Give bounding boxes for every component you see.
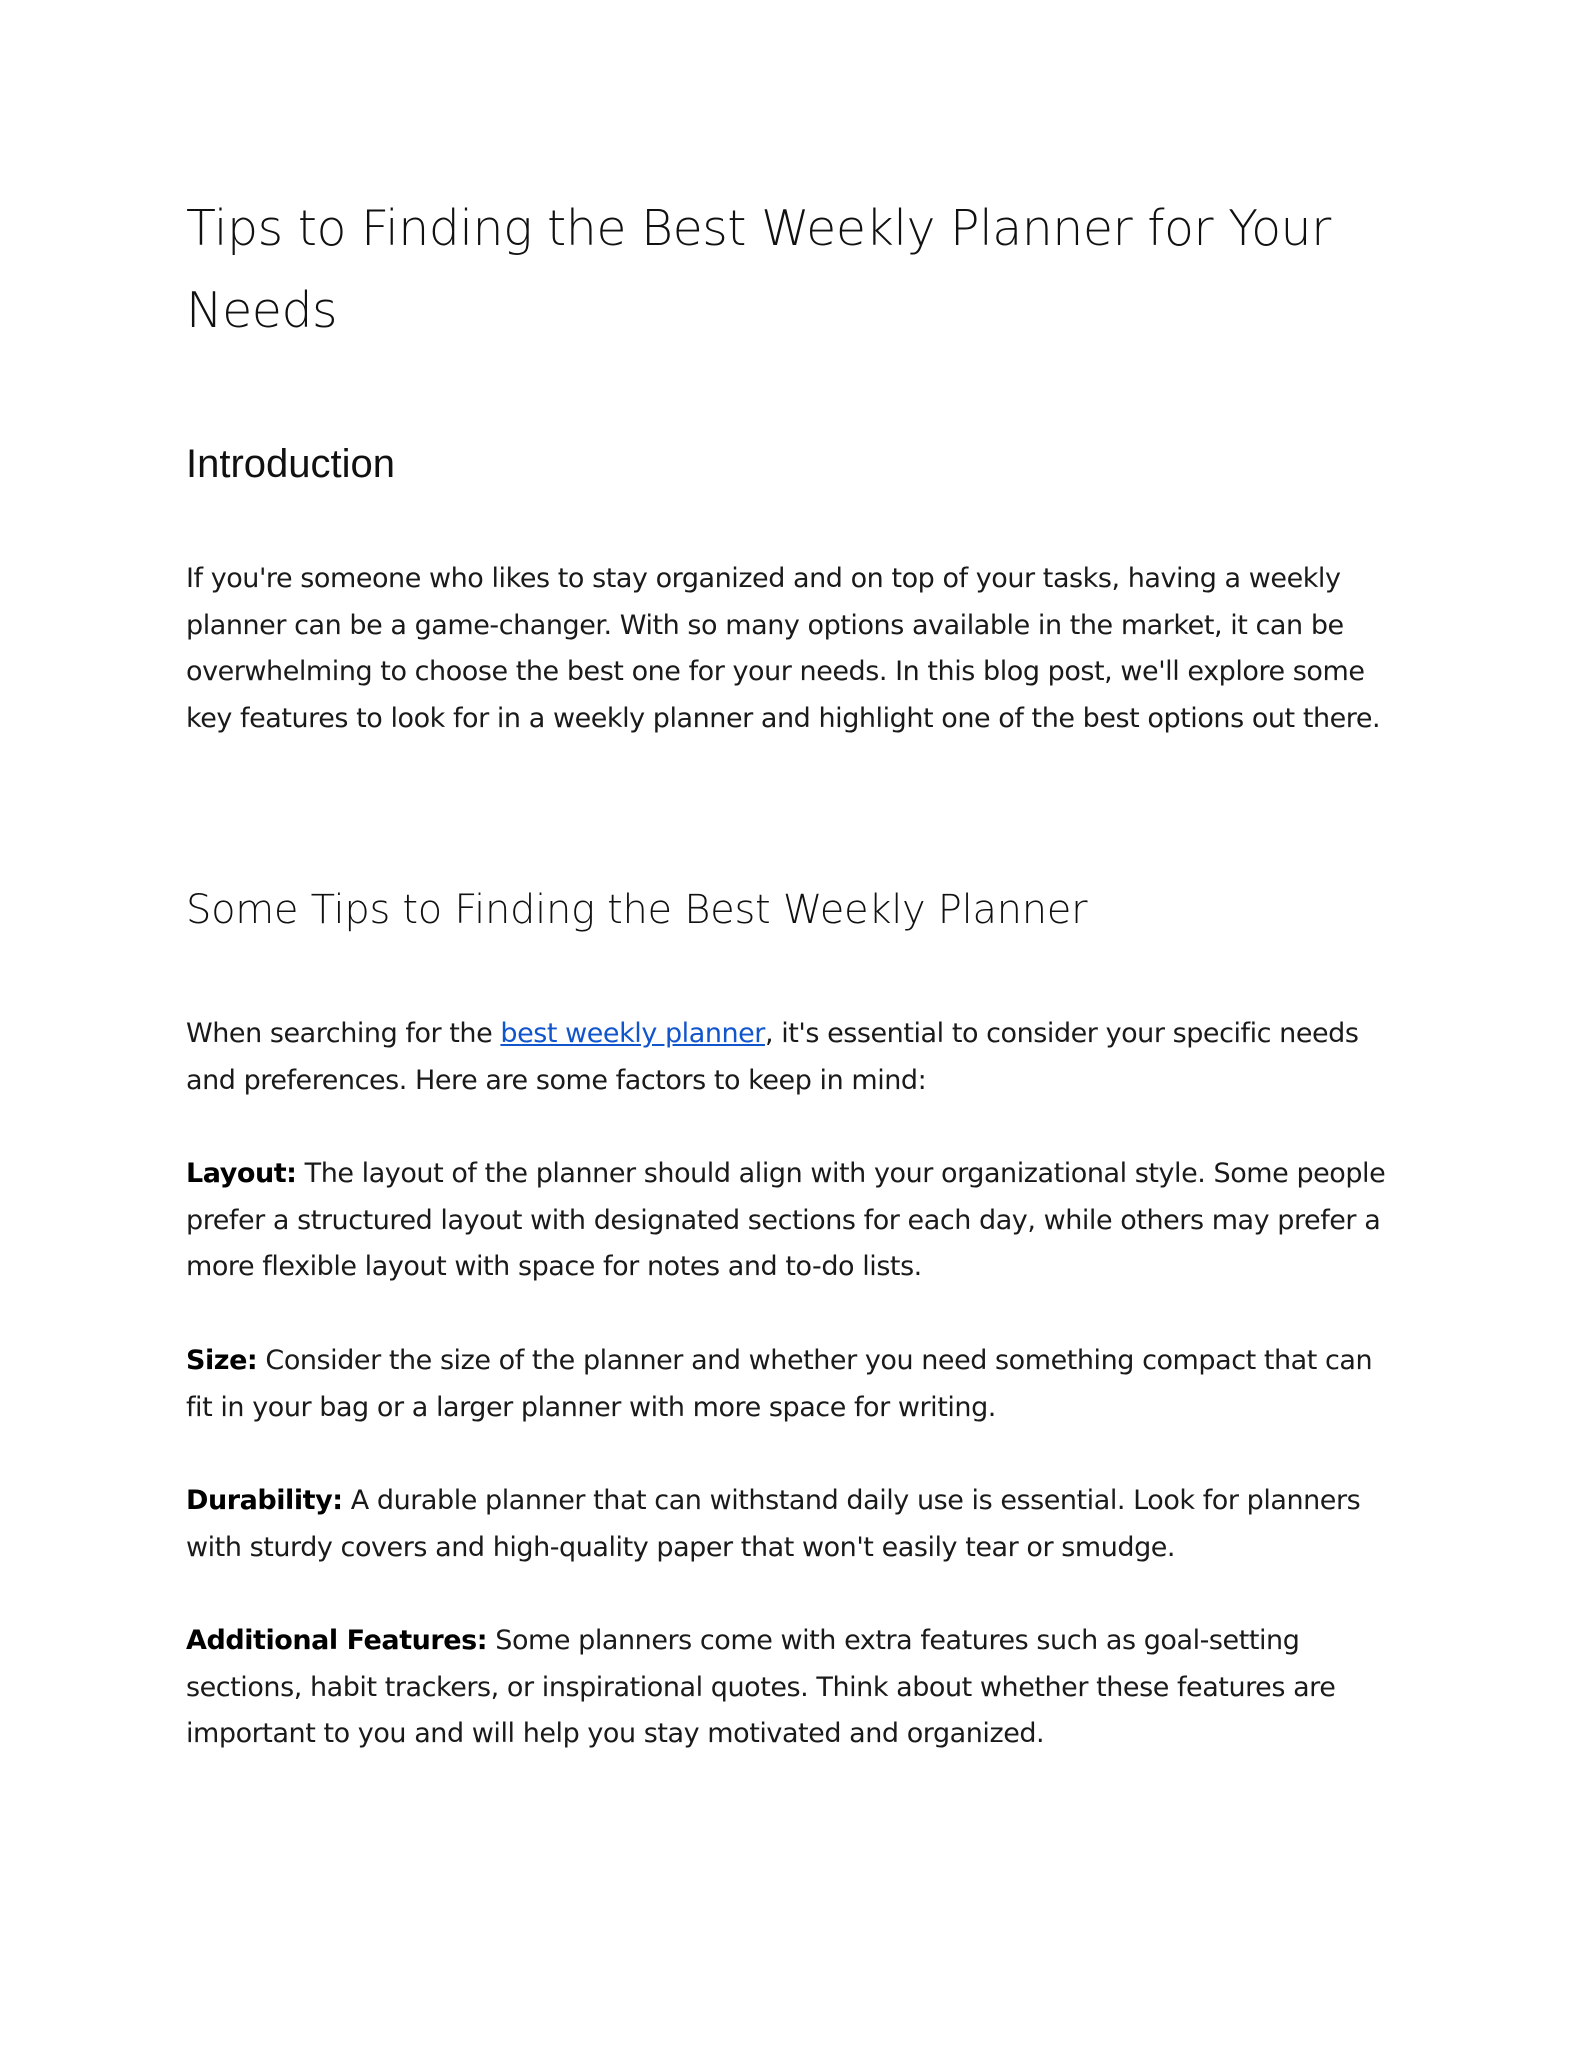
introduction-heading: Introduction bbox=[186, 442, 396, 486]
tips-intro-text-after-link: , it's essential to consider your specific needs and preferences. Here are some factors to keep in mind: bbox=[186, 1018, 1359, 1096]
factor-additional-features-text: Some planners come with extra features such as goal-setting sections, habit trackers, or inspirational quotes. Think about whether these features are important to you and will help you stay motivated and organized. bbox=[186, 1625, 1336, 1749]
factor-layout-text: The layout of the planner should align with your organizational style. Some people prefer a structured layout with designated sections for each day, while others may prefer a more flexible layout with space for notes and to-do lists. bbox=[186, 1158, 1386, 1282]
factor-additional-features-paragraph bbox=[186, 1618, 1406, 1758]
tips-intro-paragraph bbox=[186, 1011, 1406, 1104]
factor-durability-text: A durable planner that can withstand daily use is essential. Look for planners with sturdy covers and high-quality paper that won't easily tear or smudge. bbox=[186, 1485, 1361, 1563]
factor-layout-label: Layout: bbox=[186, 1158, 297, 1189]
factor-layout-paragraph bbox=[186, 1151, 1406, 1291]
factor-size-label: Size: bbox=[186, 1345, 258, 1376]
best-weekly-planner-link[interactable]: best weekly planner bbox=[500, 1018, 765, 1049]
factor-additional-features-label: Additional Features: bbox=[186, 1625, 488, 1656]
factor-durability-label: Durability: bbox=[186, 1485, 343, 1516]
document-title: Tips to Finding the Best Weekly Planner for Your Needs bbox=[186, 200, 1331, 339]
tips-heading: Some Tips to Finding the Best Weekly Planner bbox=[186, 887, 1088, 933]
tips-intro-text-before-link: When searching for the bbox=[186, 1018, 501, 1049]
factor-size-text: Consider the size of the planner and whether you need something compact that can fit in your bag or a larger planner with more space for writing. bbox=[186, 1345, 1373, 1423]
factor-size-paragraph bbox=[186, 1338, 1406, 1431]
factor-durability-paragraph bbox=[186, 1478, 1406, 1571]
introduction-paragraph: If you're someone who likes to stay organized and on top of your tasks, having a weekly planner can be a game-changer. With so many options available in the market, it can be overwhelming to choose the best one for your needs. In this blog post, we'll explore some key features to look for in a weekly planner and highlight one of the best options out there. bbox=[186, 563, 1381, 734]
